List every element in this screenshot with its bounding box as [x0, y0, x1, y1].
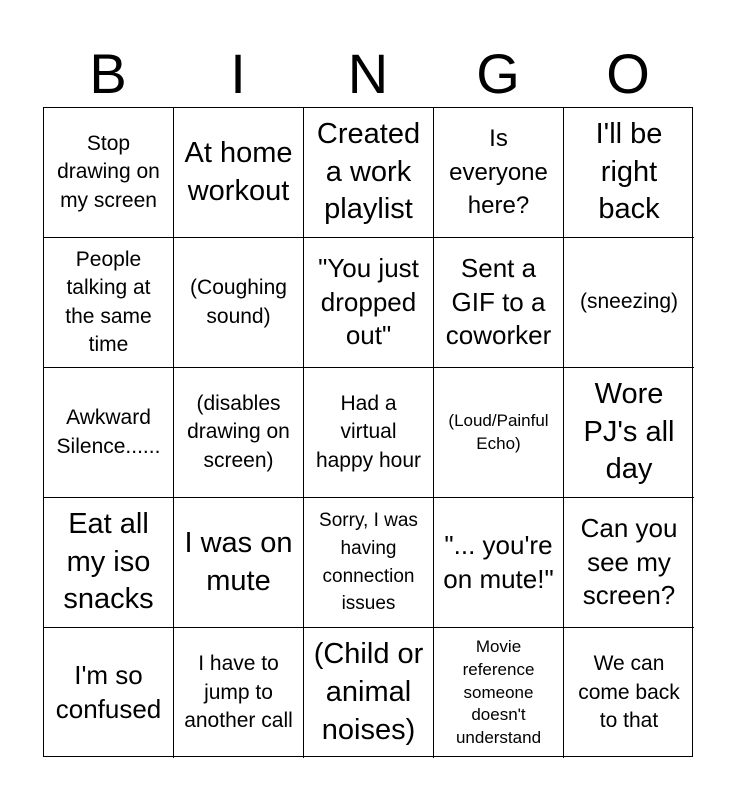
- cell-text: Can you see my screen?: [580, 512, 678, 611]
- cell-text: Sorry, I was having connection issues: [319, 510, 418, 615]
- bingo-cell[interactable]: [304, 108, 434, 238]
- bingo-cell[interactable]: [304, 498, 434, 628]
- cell-text: Stop drawing on my screen: [57, 131, 160, 212]
- bingo-cell[interactable]: [44, 628, 174, 758]
- bingo-cell[interactable]: [304, 368, 434, 498]
- bingo-cell[interactable]: [304, 628, 434, 758]
- cell-text: (Child or animal noises): [313, 638, 424, 746]
- cell-text: Is everyone here?: [449, 125, 548, 220]
- bingo-cell[interactable]: [304, 238, 434, 368]
- bingo-grid: [43, 107, 693, 757]
- bingo-cell[interactable]: [434, 368, 564, 498]
- cell-text: Movie reference someone doesn't understand: [455, 636, 542, 748]
- cell-text: I'm so confused: [55, 660, 162, 724]
- cell-text: We can come back to that: [578, 652, 680, 733]
- bingo-cell[interactable]: [564, 498, 694, 628]
- bingo-cell[interactable]: [44, 498, 174, 628]
- cell-text: Eat all my iso snacks: [63, 507, 154, 616]
- bingo-cell[interactable]: [434, 108, 564, 238]
- header-letter-g: G: [476, 42, 520, 105]
- header-letter-i: I: [230, 42, 246, 105]
- cell-text: I have to jump to another call: [184, 652, 293, 733]
- bingo-header: [43, 40, 693, 108]
- cell-text: Wore PJ's all day: [583, 377, 675, 486]
- bingo-cell[interactable]: [44, 108, 174, 238]
- bingo-cell[interactable]: [174, 498, 304, 628]
- bingo-cell[interactable]: [174, 628, 304, 758]
- bingo-cell[interactable]: [564, 108, 694, 238]
- header-letter-b: B: [89, 42, 127, 105]
- bingo-cell[interactable]: [174, 238, 304, 368]
- header-letter-n: N: [347, 42, 389, 105]
- header-letter-o: O: [606, 42, 650, 105]
- cell-text: People talking at the same time: [65, 247, 152, 356]
- cell-text: "You just dropped out": [318, 252, 419, 351]
- bingo-cell[interactable]: [434, 498, 564, 628]
- bingo-cell[interactable]: [174, 368, 304, 498]
- bingo-cell[interactable]: [564, 238, 694, 368]
- bingo-cell[interactable]: [564, 628, 694, 758]
- cell-text: "... you're on mute!": [443, 529, 554, 594]
- cell-text: Awkward Silence......: [56, 406, 161, 458]
- cell-text: Had a virtual happy hour: [315, 391, 422, 472]
- cell-text: (sneezing): [579, 290, 679, 314]
- cell-text: (disables drawing on screen): [187, 391, 290, 472]
- bingo-cell[interactable]: [44, 238, 174, 368]
- cell-text: I was on mute: [184, 526, 293, 597]
- bingo-cell[interactable]: [564, 368, 694, 498]
- bingo-cell[interactable]: [174, 108, 304, 238]
- cell-text: I'll be right back: [595, 117, 663, 226]
- bingo-cell[interactable]: [434, 628, 564, 758]
- cell-text: Sent a GIF to a coworker: [445, 252, 552, 351]
- cell-text: At home workout: [184, 136, 293, 207]
- bingo-cell[interactable]: [44, 368, 174, 498]
- cell-text: Created a work playlist: [316, 117, 421, 226]
- cell-text: (Loud/Painful Echo): [448, 410, 549, 453]
- cell-text: (Coughing sound): [190, 276, 287, 328]
- bingo-cell[interactable]: [434, 238, 564, 368]
